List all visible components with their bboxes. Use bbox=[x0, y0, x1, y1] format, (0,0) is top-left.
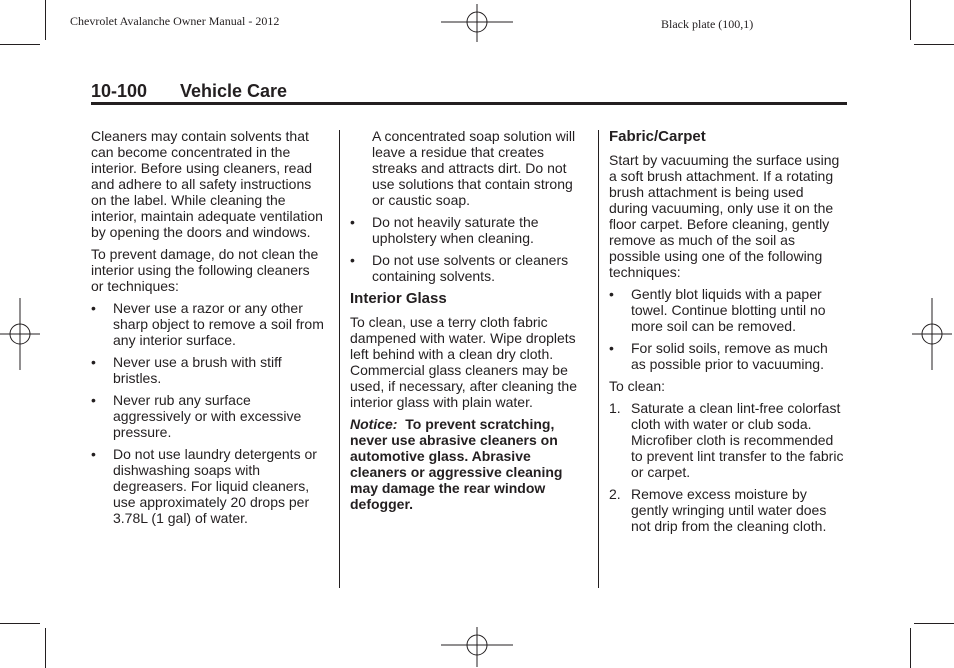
list-item: • Do not use solvents or cleaners containing solvents. bbox=[350, 252, 569, 284]
bullet-icon: • bbox=[350, 214, 355, 230]
registration-mark-bottom bbox=[441, 627, 513, 667]
crop-mark bbox=[0, 44, 40, 45]
notice bbox=[350, 416, 588, 512]
notice-text: To prevent scratching, never use abrasive cleaners on automotive glass. Abrasive cleaners or aggressive cleaning may damage the rear window defogger. bbox=[350, 416, 563, 512]
bullet-icon: • bbox=[609, 340, 614, 356]
bullet-icon: • bbox=[91, 392, 96, 408]
paragraph: Start by vacuuming the surface using a soft brush attachment. If a rotating brush attachment is being used during vacuuming, only use it on the floor carpet. Before cleaning, gently remove as much of the soil as possible using one of the following techniques: bbox=[609, 152, 840, 280]
list-item: • Never use a brush with stiff bristles. bbox=[91, 354, 282, 386]
to-clean-label: To clean: bbox=[609, 378, 666, 394]
bullet-icon: • bbox=[350, 252, 355, 268]
notice-label: Notice: bbox=[350, 416, 398, 432]
bullet-list bbox=[350, 214, 588, 284]
column-2 bbox=[350, 128, 588, 518]
registration-mark-top bbox=[441, 4, 513, 44]
title-rule bbox=[91, 102, 847, 105]
crop-mark bbox=[910, 628, 911, 668]
heading-fabric-carpet: Fabric/Carpet bbox=[609, 128, 706, 145]
bullet-icon: • bbox=[91, 300, 96, 316]
paragraph: To clean, use a terry cloth fabric dampened with water. Wipe droplets left behind with a clean dry cloth. Commercial glass cleaners may be used, if necessary, after cleaning the interior glass with plain water. bbox=[350, 314, 577, 410]
bullet-icon: • bbox=[91, 446, 96, 462]
paragraph: Cleaners may contain solvents that can become concentrated in the interior. Before using cleaners, read and adhere to all safety instructions on the label. While cleaning the interior, maintain adequate ventilation by opening the doors and windows. bbox=[91, 128, 323, 240]
plate-label: Black plate (100,1) bbox=[661, 17, 754, 31]
bullet-list bbox=[91, 300, 325, 526]
list-item: • Never use a razor or any other sharp object to remove a soil from any interior surface. bbox=[91, 300, 324, 348]
crop-mark bbox=[0, 623, 40, 624]
list-item: • Gently blot liquids with a paper towel. Continue blotting until no more soil can be removed. bbox=[609, 286, 826, 334]
page-number: 10-100 bbox=[91, 81, 148, 101]
crop-mark bbox=[910, 0, 911, 40]
crop-mark bbox=[45, 628, 46, 668]
column-divider bbox=[598, 130, 599, 588]
manual-title: Chevrolet Avalanche Owner Manual - 2012 bbox=[70, 14, 280, 28]
list-item: • For solid soils, remove as much as possible prior to vacuuming. bbox=[609, 340, 828, 372]
list-item: • Never rub any surface aggressively or with excessive pressure. bbox=[91, 392, 302, 440]
crop-mark bbox=[45, 0, 46, 40]
bullet-list bbox=[609, 286, 845, 372]
column-1 bbox=[91, 128, 325, 532]
bullet-icon: • bbox=[609, 286, 614, 302]
paragraph: To prevent damage, do not clean the interior using the following cleaners or techniques: bbox=[91, 246, 319, 294]
crop-mark bbox=[914, 623, 954, 624]
section-title: Vehicle Care bbox=[180, 81, 288, 101]
continued-text: A concentrated soap solution will leave a residue that creates streaks and attracts dirt. Do not use solutions that contain strong or caustic soap. bbox=[372, 128, 576, 208]
numbered-list bbox=[609, 400, 845, 534]
registration-mark-left bbox=[0, 298, 40, 370]
list-item: 1. Saturate a clean lint-free colorfast cloth with water or club soda. Microfiber cloth is recommended to prevent lint transfer to the fabric or carpet. bbox=[609, 400, 844, 480]
list-item: • Do not use laundry detergents or dishwashing soaps with degreasers. For liquid cleaners, use approximately 20 drops per 3.78L (1 gal) of water. bbox=[91, 446, 317, 526]
list-item: 2. Remove excess moisture by gently wringing until water does not drip from the cleaning cloth. bbox=[609, 486, 827, 534]
step-number: 1. bbox=[609, 400, 621, 416]
column-3 bbox=[609, 128, 845, 540]
bullet-icon: • bbox=[91, 354, 96, 370]
heading-interior-glass: Interior Glass bbox=[350, 290, 447, 307]
column-divider bbox=[339, 130, 340, 588]
registration-mark-right bbox=[912, 298, 952, 370]
step-number: 2. bbox=[609, 486, 621, 502]
crop-mark bbox=[914, 44, 954, 45]
list-item: • Do not heavily saturate the upholstery when cleaning. bbox=[350, 214, 539, 246]
